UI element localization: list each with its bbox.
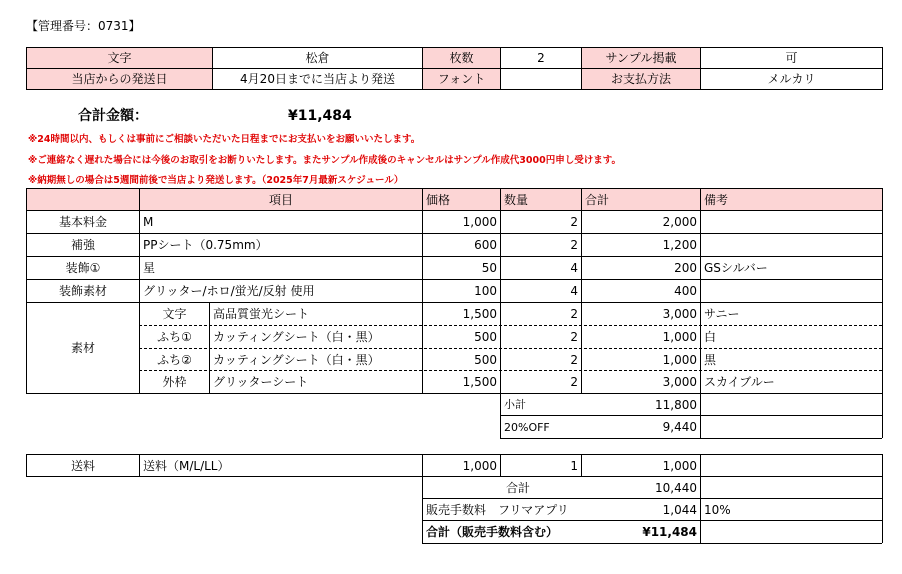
material-label: 素材: [70, 341, 95, 355]
row-total: 2,000: [662, 215, 697, 229]
row-qty: 2: [570, 375, 578, 389]
ship-value: 4月20日までに当店より発送: [240, 72, 395, 86]
row-item: グリッター/ホロ/蛍光/反射 使用: [143, 284, 315, 298]
fee-label: 販売手数料: [426, 502, 487, 517]
count-label: 枚数: [449, 51, 474, 65]
shipping-price: 1,000: [462, 458, 497, 473]
fee-value: 1,044: [662, 502, 697, 517]
row-qty: 2: [570, 307, 578, 321]
note-1: ※24時間以内、もしくは事前にご相談いただいた日程までにお支払いをお願いいたします。: [28, 134, 421, 145]
row-total: 1,000: [662, 352, 697, 367]
moji-value: 松倉: [305, 51, 330, 65]
row-qty: 2: [570, 238, 578, 252]
sample-value: 可: [785, 51, 798, 65]
row-remarks: 黒: [704, 352, 717, 367]
discount-value: 9,440: [662, 420, 697, 434]
material-sub: ふち①: [157, 330, 192, 344]
row-remarks: [701, 211, 882, 233]
material-sub: 外枠: [162, 375, 187, 389]
row-label: 補強: [70, 238, 95, 252]
row-total: 200: [674, 261, 697, 275]
header-item: 項目: [268, 192, 293, 207]
total-label: 合計金額：: [78, 108, 148, 124]
subtotal-value: 11,800: [655, 397, 697, 412]
fee-rate: 10%: [704, 502, 731, 517]
row-total: 3,000: [662, 307, 697, 321]
subtotal-label: 小計: [504, 398, 526, 411]
payment-value: メルカリ: [767, 72, 816, 86]
row-price: 600: [474, 238, 497, 252]
sum-value: 10,440: [655, 480, 697, 495]
shipping-label: 送料: [70, 458, 95, 473]
header-qty: 数量: [504, 192, 529, 207]
row-total: 400: [674, 284, 697, 298]
row-item: 高品質蛍光シート: [213, 307, 310, 321]
row-qty: 2: [570, 330, 578, 344]
management-number: 【管理番号：0731】: [26, 19, 141, 33]
grand-value: ¥11,484: [642, 525, 697, 539]
sum-label: 合計: [505, 480, 530, 495]
discount-label: 20%OFF: [504, 420, 550, 434]
row-remarks: スカイブルー: [704, 375, 775, 389]
row-qty: 2: [570, 215, 578, 229]
fee-platform: フリマアプリ: [498, 502, 569, 517]
row-price: 500: [474, 330, 497, 344]
font-value: [501, 69, 581, 89]
row-qty: 2: [570, 352, 578, 367]
header-price: 価格: [426, 192, 451, 207]
row-price: 500: [474, 352, 497, 367]
row-qty: 4: [570, 284, 578, 298]
moji-label: 文字: [107, 51, 132, 65]
shipping-item: 送料（M/L/LL）: [143, 458, 230, 473]
row-label: 基本料金: [58, 215, 107, 229]
row-price: 1,500: [462, 375, 497, 389]
row-label: 装飾素材: [58, 284, 107, 298]
row-price: 100: [474, 284, 497, 298]
material-sub: 文字: [162, 307, 187, 321]
row-item: M: [143, 215, 154, 229]
header-remarks: 備考: [704, 192, 729, 207]
total-value: ¥11,484: [288, 108, 352, 124]
sample-label: サンプル掲載: [605, 51, 677, 65]
ship-label: 当店からの発送日: [71, 72, 168, 86]
row-remarks: [701, 280, 882, 302]
row-qty: 4: [570, 261, 578, 275]
row-item: グリッターシート: [213, 375, 309, 389]
note-3: ※納期無しの場合は5週間前後で当店より発送します。（2025年7月最新スケジュール）: [28, 175, 404, 186]
row-item: PPシート（0.75mm）: [143, 238, 268, 252]
row-price: 1,500: [462, 307, 497, 321]
note-2: ※ご連絡なく遅れた場合には今後のお取引をお断りいたします。またサンプル作成後のキャンセルはサンプル作成代3000円申し受けます。: [28, 155, 621, 166]
row-price: 1,000: [462, 215, 497, 229]
font-label: フォント: [437, 72, 486, 86]
shipping-total: 1,000: [662, 458, 697, 473]
row-label: 装飾①: [65, 261, 101, 275]
shipping-qty: 1: [570, 458, 578, 473]
row-remarks: [701, 234, 882, 256]
count-value: 2: [537, 51, 545, 65]
row-total: 3,000: [662, 375, 697, 389]
row-item: カッティングシート（白・黒）: [213, 330, 380, 344]
header-subtotal: 合計: [585, 192, 610, 207]
row-total: 1,200: [662, 238, 697, 252]
payment-label: お支払方法: [610, 72, 671, 86]
grand-label: 合計（販売手数料含む）: [426, 525, 559, 539]
row-price: 50: [481, 261, 497, 275]
row-remarks: GSシルバー: [704, 261, 768, 275]
material-sub: ふち②: [157, 352, 192, 367]
row-item: 星: [143, 261, 156, 275]
row-remarks: サニー: [704, 307, 740, 321]
row-item: カッティングシート（白・黒）: [213, 352, 380, 367]
row-total: 1,000: [662, 330, 697, 344]
row-remarks: 白: [704, 330, 717, 344]
